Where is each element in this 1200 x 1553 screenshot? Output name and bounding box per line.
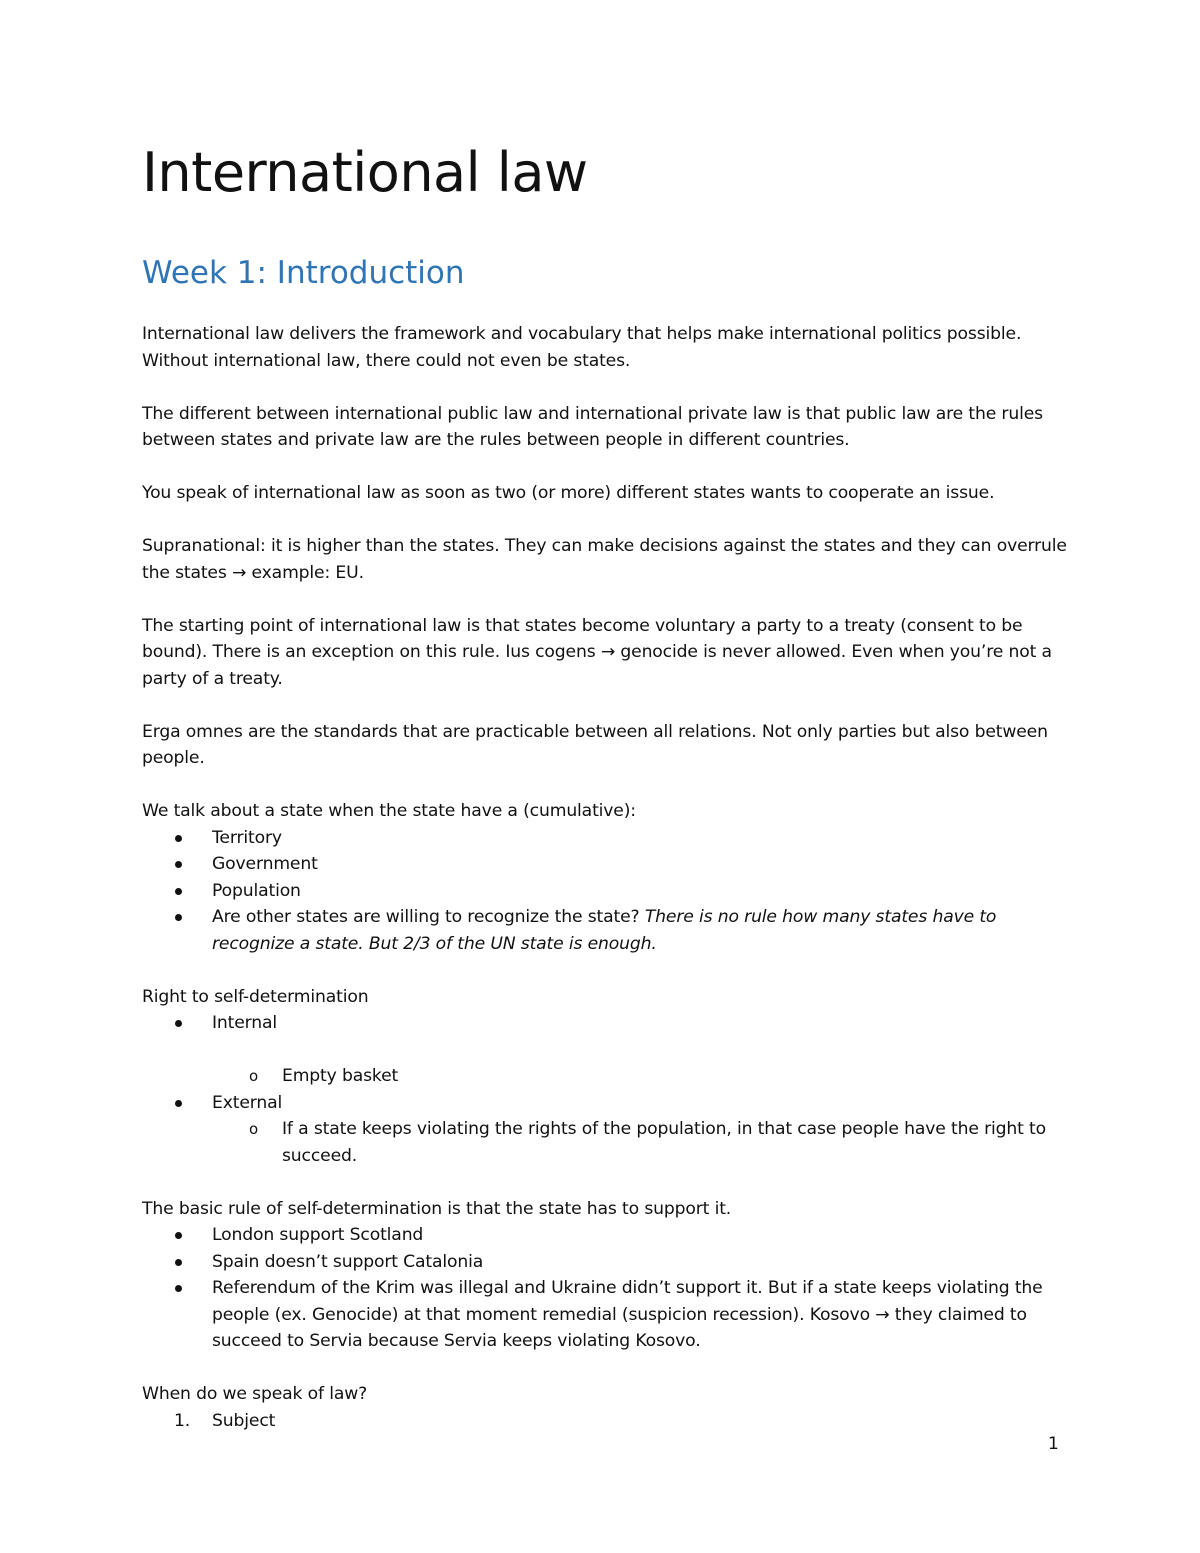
paragraph: Supranational: it is higher than the states. They can make decisions against the states and they can overrule the states → example: EU. — [142, 536, 1067, 583]
list-item — [142, 1249, 1067, 1276]
list-item-text: Territory — [212, 827, 282, 848]
list-item — [142, 851, 1067, 878]
sub-list-item — [142, 1116, 1067, 1169]
list-item-text: Subject — [212, 1410, 276, 1431]
paragraph: The basic rule of self-determination is that the state has to support it. — [142, 1198, 732, 1219]
sub-list-item — [142, 1063, 1067, 1090]
document-body — [142, 321, 1067, 1461]
paragraph: Erga omnes are the standards that are practicable between all relations. Not only parties but also between people. — [142, 721, 1048, 768]
sub-list-item-text: Empty basket — [282, 1066, 399, 1086]
list-item-text: Are other states are willing to recognize the state? — [212, 907, 645, 927]
list-item-note: There is no rule how many states have to recognize a state. But 2/3 of the UN state is enough. — [212, 907, 997, 954]
list-item-text: Spain doesn’t support Catalonia — [212, 1251, 484, 1272]
list-item — [142, 904, 1067, 957]
list-item — [142, 878, 1067, 905]
list-item-text: External — [212, 1092, 283, 1113]
self-determination-list — [142, 1010, 1067, 1037]
list-item-text: London support Scotland — [212, 1225, 424, 1245]
state-criteria-list — [142, 825, 1067, 958]
list-item-text: Referendum of the Krim was illegal and Ukraine didn’t support it. But if a state keeps violating the people (ex. Genocide) at that moment remedial (suspicion recession). Kosovo → they claimed to succeed to Servia because Servia keeps violating Kosovo. — [212, 1278, 1043, 1351]
paragraph: International law delivers the framework and vocabulary that helps make international politics possible. Without international law, there could not even be states. — [142, 324, 1022, 371]
document-title: International law — [142, 141, 588, 204]
list-item — [142, 1275, 1067, 1355]
paragraph: We talk about a state when the state have a (cumulative): — [142, 801, 636, 821]
paragraph: The different between international public law and international private law is that public law are the rules between states and private law are the rules between people in different countries. — [142, 403, 1043, 450]
self-determination-list — [142, 1090, 1067, 1117]
list-item-text: Internal — [212, 1013, 278, 1033]
list-item — [142, 1090, 1067, 1117]
paragraph: You speak of international law as soon as two (or more) different states wants to cooperate an issue. — [142, 483, 995, 503]
paragraph: When do we speak of law? — [142, 1384, 368, 1404]
list-item-text: Government — [212, 854, 318, 874]
sub-list — [142, 1116, 1067, 1169]
sub-list — [142, 1063, 1067, 1090]
paragraph: Right to self-determination — [142, 986, 369, 1007]
list-item-text: Population — [212, 880, 301, 901]
list-item — [142, 825, 1067, 852]
paragraph: The starting point of international law is that states become voluntary a party to a treaty (consent to be bound). There is an exception on this rule. Ius cogens → genocide is never allowed. Even when you’re not a party of a treaty. — [142, 615, 1052, 689]
sub-list-item-text: If a state keeps violating the rights of the population, in that case people have the right to succeed. — [282, 1119, 1047, 1166]
list-item — [142, 1222, 1067, 1249]
section-heading: Week 1: Introduction — [142, 255, 465, 291]
numbered-list-item — [142, 1408, 1067, 1435]
basic-rule-list — [142, 1222, 1067, 1355]
numbered-list — [142, 1408, 1067, 1435]
page-number: 1 — [1048, 1434, 1059, 1454]
list-item — [142, 1010, 1067, 1037]
